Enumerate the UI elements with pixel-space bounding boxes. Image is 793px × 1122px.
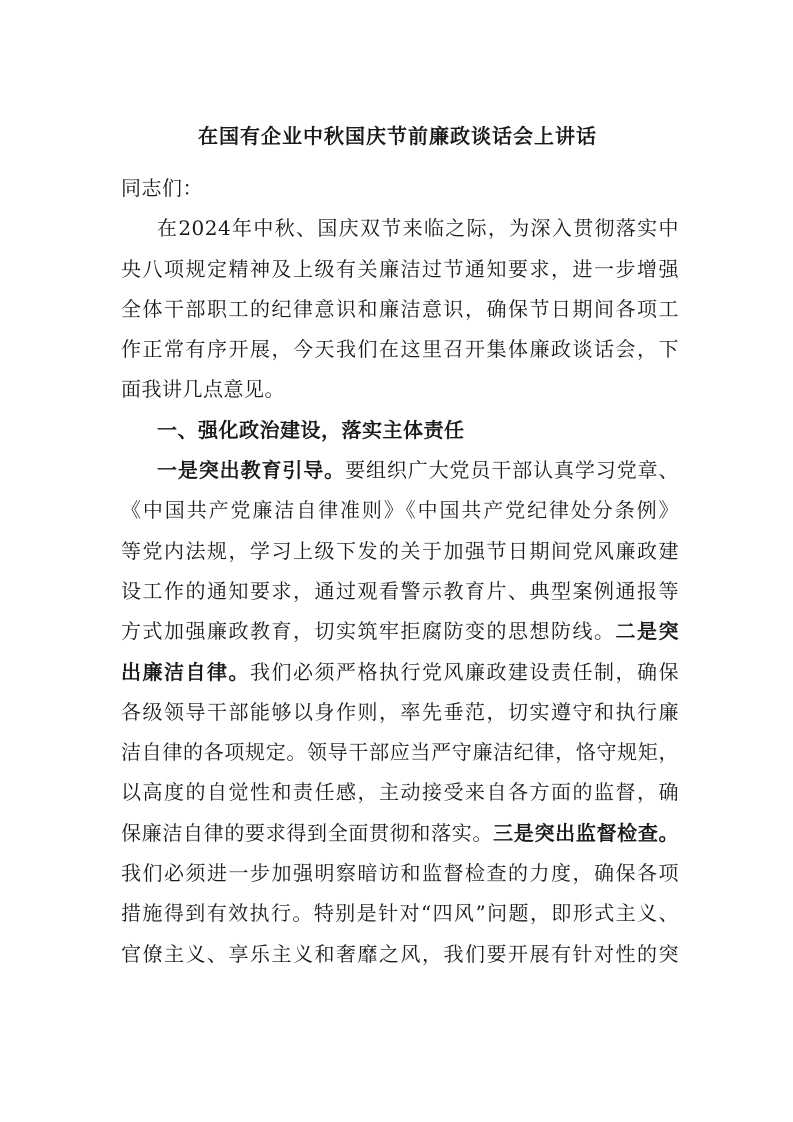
point-3-heading: 三是突出监督检查。 xyxy=(493,820,680,845)
intro-line-3: 全体干部职工的纪律意识和廉洁意识，确保节日期间各项工 xyxy=(121,296,679,321)
body-line-5-text: 方式加强廉政教育，切实筑牢拒腐防变的思想防线。 xyxy=(121,619,616,644)
intro-line-5: 面我讲几点意见。 xyxy=(121,377,285,402)
body-line-6-text: 我们必须严格执行党风廉政建设责任制，确保 xyxy=(250,659,679,684)
intro-line-2: 央八项规定精神及上级有关廉洁过节通知要求，进一步增强 xyxy=(121,256,679,281)
body-line-1 xyxy=(121,450,679,490)
point-2-heading-start: 二是突 xyxy=(615,619,679,644)
body-line-11: 我们必须进一步加强明察暗访和监督检查的力度，确保各项 xyxy=(121,861,679,886)
section-heading-1: 一、强化政治建设，落实主体责任 xyxy=(157,417,465,442)
body-line-7: 各级领导干部能够以身作则，率先垂范，切实遵守和执行廉 xyxy=(121,699,679,724)
document-body xyxy=(121,168,679,974)
intro-line-4: 作正常有序开展，今天我们在这里召开集体廉政谈话会，下 xyxy=(121,337,679,362)
intro-line-1: 在2024年中秋、国庆双节来临之际，为深入贯彻落实中 xyxy=(157,216,679,241)
salutation: 同志们： xyxy=(121,176,203,200)
body-line-4: 设工作的通知要求，通过观看警示教育片、典型案例通报等 xyxy=(121,578,679,603)
body-line-2: 《中国共产党廉洁自律准则》《中国共产党纪律处分条例》 xyxy=(121,498,679,523)
body-line-5 xyxy=(121,611,679,651)
body-line-8: 洁自律的各项规定。领导干部应当严守廉洁纪律，恪守规矩， xyxy=(121,740,679,765)
body-line-10-text: 保廉洁自律的要求得到全面贯彻和落实。 xyxy=(121,820,494,845)
body-line-6 xyxy=(121,652,679,692)
document-title: 在国有企业中秋国庆节前廉政谈话会上讲话 xyxy=(198,124,597,148)
body-line-10 xyxy=(121,813,679,853)
body-line-3: 等党内法规，学习上级下发的关于加强节日期间党风廉政建 xyxy=(121,538,679,563)
point-1-heading: 一是突出教育引导。 xyxy=(157,458,346,483)
body-line-13: 官僚主义、享乐主义和奢靡之风，我们要开展有针对性的突 xyxy=(121,941,679,966)
point-2-heading-end: 出廉洁自律。 xyxy=(121,659,250,684)
body-line-12: 措施得到有效执行。特别是针对“四风”问题，即形式主义、 xyxy=(121,901,679,926)
body-line-1-text: 要组织广大党员干部认真学习党章、 xyxy=(345,458,679,483)
body-line-9: 以高度的自觉性和责任感，主动接受来自各方面的监督，确 xyxy=(121,780,679,805)
